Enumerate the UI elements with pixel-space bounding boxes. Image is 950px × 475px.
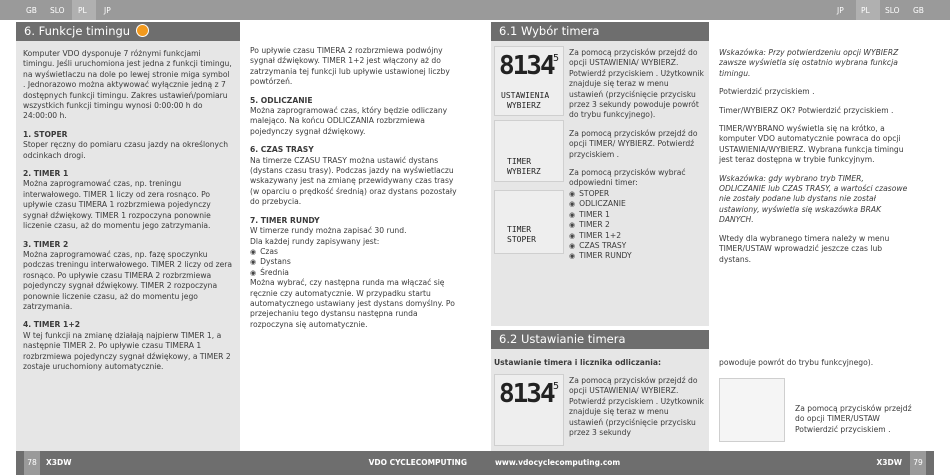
timer-clock-icon	[136, 24, 149, 37]
screen-line-2: WYBIERZ	[507, 167, 541, 176]
device-screen	[494, 190, 564, 254]
screen-line-2: STOPER	[507, 235, 536, 244]
set-step-2-text: Za pomocą przycisków przejdź do opcji TIMER/USTAW Potwierdzić przyciskiem .	[795, 404, 912, 434]
set-timer-text: Wtedy dla wybranego timera należy w menu TIMER/USTAW wprowadzić jeszcze czas lub dystans.	[719, 233, 890, 264]
column-2	[248, 46, 463, 338]
list-item: ◉ Średnia	[250, 268, 461, 278]
device-screen	[719, 378, 785, 442]
list-item: ◉ STOPER	[569, 189, 705, 199]
section-title: 6. Funkcje timingu	[24, 24, 131, 38]
lang-tab-slo[interactable]: SLO	[50, 6, 65, 15]
lang-tab-pl[interactable]: PL	[861, 6, 870, 15]
list-item: ◉ ODLICZANIE	[569, 199, 705, 209]
footer-left	[16, 451, 475, 475]
screen-line-1: USTAWIENIA	[501, 91, 550, 100]
confirm-text: Potwierdzić przyciskiem .	[719, 87, 815, 97]
screen-big-digits: 8134	[499, 51, 554, 81]
footer-model: X3DW	[46, 458, 72, 467]
language-bar	[475, 0, 950, 20]
page-number: 78	[24, 451, 40, 475]
device-screen	[494, 46, 564, 116]
odliczanie-heading: 5. ODLICZANIE	[250, 95, 313, 105]
step-2-text: Za pomocą przycisków przejdź do opcji TIMER/ WYBIERZ. Potwierdź przyciskiem .	[569, 128, 698, 159]
stoper-heading: 1. STOPER	[23, 129, 68, 139]
section-title: 6.2 Ustawianie timera	[499, 332, 626, 346]
right-column	[719, 48, 909, 273]
lang-tab-pl[interactable]: PL	[78, 6, 87, 15]
footer-brand: VDO CYCLECOMPUTING	[368, 458, 467, 467]
screen-line-1: TIMER	[507, 157, 532, 166]
lang-tab-jp[interactable]: JP	[837, 6, 844, 15]
footer-right	[475, 451, 934, 475]
timer-rundy-heading: 7. TIMER RUNDY	[250, 215, 320, 225]
section-header	[16, 22, 240, 41]
list-item: ◉ Dystans	[250, 257, 461, 267]
list-item: ◉ TIMER RUNDY	[569, 251, 705, 261]
confirm-ok-text: Timer/WYBIERZ OK? Potwierdzić przyciskiem .	[719, 105, 894, 115]
lang-tab-slo[interactable]: SLO	[885, 6, 900, 15]
odliczanie-text: Można zaprogramować czas, który będzie odliczany malejąco. Na końcu ODLICZANIA rozbrzmiewa pojedynczy sygnał dźwiękowy.	[250, 106, 448, 136]
timer12-cont-text: Po upływie czasu TIMERA 2 rozbrzmiewa podwójny sygnał dźwiękowy. TIMER 1+2 jest włączony aż do zatrzymania tej funkcji lub upływie ustawionej liczby powtórzeń.	[250, 46, 450, 87]
section-header-6-2	[491, 330, 709, 349]
footer-url[interactable]: www.vdocyclecomputing.com	[495, 458, 621, 467]
set-step-1-cont: powoduje powrót do trybu funkcyjnego).	[719, 358, 874, 367]
hint-2: Wskazówka: gdy wybrano tryb TIMER, ODLICZANIE lub CZAS TRASY, a wartości czasowe nie zostały podane lub dystans nie został ustawiony, wyświetla się wskazówka BRAK DANYCH.	[719, 173, 908, 225]
section-title: 6.1 Wybór timera	[499, 24, 600, 38]
step-3-text: Za pomocą przycisków wybrać odpowiedni timer:	[569, 168, 686, 188]
list-item: ◉ Czas	[250, 247, 461, 257]
timer1-heading: 2. TIMER 1	[23, 169, 69, 179]
list-item: ◉ CZAS TRASY	[569, 241, 705, 251]
intro-text: Komputer VDO dysponuje 7 różnymi funkcjami timingu. Jeśli uruchomiona jest jedna z funkcji timingu, na wyświetlaczu na dole po lewej stronie miga symbol . Jednorazowo można aktywować wyłącznie jedną z 7 dostępnych funkcji timingu. Zakres ustawień/pomiaru wszystkich funkcji timingu wynosi 0:00:00 h do 24:00:00 h.	[23, 49, 232, 121]
list-item: ◉ TIMER 1	[569, 210, 705, 220]
czas-trasy-heading: 6. CZAS TRASY	[250, 145, 314, 155]
czas-trasy-text: Na timerze CZASU TRASY można ustawić dystans (dystans czasu trasy). Podczas jazdy na wyświetlaczu wskazywany jest na zmianę przewidywany czas trasy (w oparciu o prędkość średnią) oraz dystans pozostały do przebycia.	[250, 155, 457, 207]
screen-big-digits: 8134	[499, 379, 554, 409]
screen-small-digit: 5	[553, 381, 560, 392]
lang-tab-gb[interactable]: GB	[26, 6, 37, 15]
screen-small-digit: 5	[553, 53, 560, 64]
lang-tab-jp[interactable]: JP	[104, 6, 111, 15]
footer-model: X3DW	[876, 458, 902, 467]
timer2-text: Można zaprogramować czas, np. fazę spoczynku podczas treningu interwałowego. TIMER 2 liczy od zera rosnąco. Po upływie czasu TIMERA 2 rozbrzmiewa pojedynczy sygnał dźwiękowy. TIMER 2 rozpoczyna ponownie liczenie czasu, aż do momentu jego zatrzymania.	[23, 249, 233, 311]
screen-line-2: WYBIERZ	[507, 101, 541, 110]
timer12-heading: 4. TIMER 1+2	[23, 320, 80, 330]
page-number: 79	[910, 451, 926, 475]
timer-rundy-text-1: W timerze rundy można zapisać 30 rund.	[250, 226, 407, 236]
language-bar	[0, 0, 475, 20]
timer-rundy-text-2: Dla każdej rundy zapisywany jest:	[250, 236, 380, 246]
selected-text: TIMER/WYBRANO wyświetla się na krótko, a komputer VDO automatycznie powraca do opcji USTAWIENIA/WYBIERZ. Wybrana funkcja timingu jest teraz dostępna w trybie funkcyjnym.	[719, 124, 904, 165]
timer1-text: Można zaprogramować czas, np. treningu interwałowego. TIMER 1 liczy od zera rosnąco. Po upływie czasu TIMERA 1 rozbrzmiewa pojedynczy sygnał dźwiękowy. TIMER 1 rozpoczyna ponownie liczenie czasu, aż do momentu jego zatrzymania.	[23, 179, 211, 231]
timer12-text: W tej funkcji na zmianę działają najpierw TIMER 1, a następnie TIMER 2. Po upływie czasu TIMERA 1 rozbrzmiewa pojedynczy sygnał dźwiękowy, a TIMER 2 zostaje uruchomiony automatycznie.	[23, 330, 231, 371]
hint-1: Wskazówka: Przy potwierdzeniu opcji WYBIERZ zawsze wyświetla się ostatnio wybrana funkcja timingu.	[719, 48, 899, 78]
timer2-heading: 3. TIMER 2	[23, 239, 69, 249]
screen-line-1: TIMER	[507, 225, 532, 234]
timer-list	[569, 189, 705, 262]
device-screen	[494, 374, 564, 446]
set-step-1-text: Za pomocą przycisków przejdź do opcji USTAWIENIA/ WYBIERZ. Potwierdź przyciskiem . Użytkownik znajduje się teraz w menu ustawień (przyciśnięcie przycisku przez 3 sekundy	[569, 376, 704, 438]
lang-tab-gb[interactable]: GB	[913, 6, 924, 15]
right-page	[475, 0, 950, 475]
timer-rundy-text-3: Można wybrać, czy następna runda ma włączać się ręcznie czy automatycznie. W przypadku startu automatycznego ustawiany jest dystans domyślny. Po przejechaniu tego dystansu następna runda rozpoczyna się automatycznie.	[250, 278, 455, 329]
column-1	[16, 41, 240, 451]
section-header-6-1	[491, 22, 709, 41]
set-timer-heading: Ustawianie timera i licznika odliczania:	[494, 358, 662, 367]
lap-values-list	[250, 247, 461, 278]
list-item: ◉ TIMER 1+2	[569, 231, 705, 241]
list-item: ◉ TIMER 2	[569, 220, 705, 230]
device-screen	[494, 120, 564, 182]
steps-text	[569, 48, 705, 262]
stoper-text: Stoper ręczny do pomiaru czasu jazdy na określonych odcinkach drogi.	[23, 140, 229, 160]
step-1-text: Za pomocą przycisków przejdź do opcji USTAWIENIA/ WYBIERZ. Potwierdź przyciskiem . Użytkownik znajduje się teraz w menu ustawień (przyciśnięcie przycisku przez 3 sekundy powoduje powrót do trybu funkcyjnego).	[569, 48, 704, 120]
